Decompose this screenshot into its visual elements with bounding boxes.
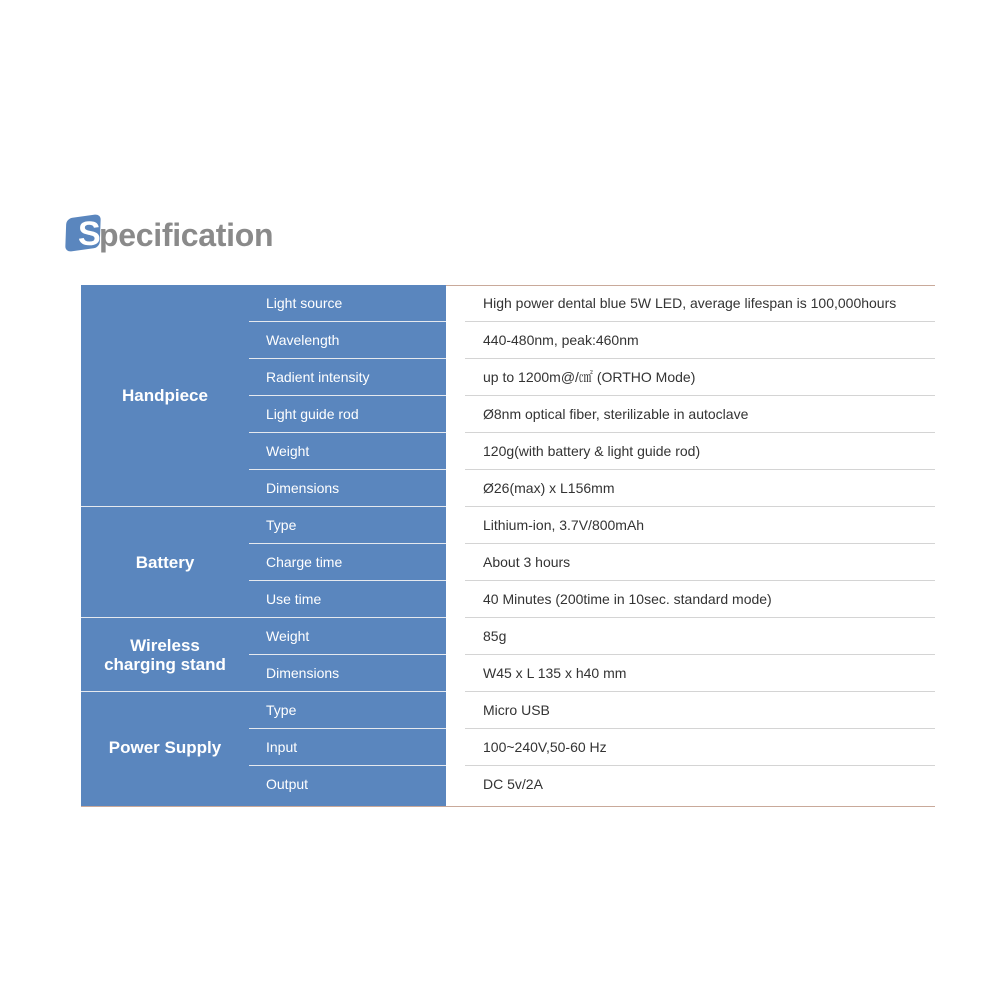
category-battery: Battery [81,507,249,618]
spec-value: High power dental blue 5W LED, average lifespan is 100,000hours [465,285,935,322]
spec-label: Wavelength [249,322,446,359]
spec-value: DC 5v/2A [483,776,543,792]
title-text: pecification [99,217,274,253]
table-row [249,618,935,655]
table-row [249,285,935,322]
spec-label: Radient intensity [249,359,446,396]
category-name-line1: Wireless [130,635,200,655]
category-name-line2: charging stand [104,654,226,674]
table-row [249,322,935,359]
spec-value: About 3 hours [465,544,935,581]
table-row [249,729,935,766]
category-handpiece: Handpiece [81,285,249,507]
spec-label: Output [266,776,309,792]
spec-value: Ø8nm optical fiber, sterilizable in autoclave [465,396,935,433]
table-row [249,507,935,544]
category-wireless-charging-stand [81,618,249,692]
spec-label: Type [249,507,446,544]
spec-label: Charge time [249,544,446,581]
spec-label: Dimensions [249,655,446,692]
table-row [249,359,935,396]
spec-value: 100~240V,50-60 Hz [465,729,935,766]
spec-value: up to 1200m@/㎠ (ORTHO Mode) [465,359,935,396]
table-row [249,581,935,618]
spec-value: 440-480nm, peak:460nm [465,322,935,359]
spec-label: Weight [249,433,446,470]
spec-label: Light source [249,285,446,322]
spec-label: Weight [249,618,446,655]
spec-label: Light guide rod [249,396,446,433]
table-row [249,433,935,470]
spec-value: Micro USB [465,692,935,729]
spec-value: Ø26(max) x L156mm [465,470,935,507]
table-row [249,655,935,692]
bottom-rule [81,806,935,807]
spec-value: Lithium-ion, 3.7V/800mAh [465,507,935,544]
spec-value: 120g(with battery & light guide rod) [465,433,935,470]
spec-label: Use time [249,581,446,618]
spec-value: 85g [465,618,935,655]
title-first-letter: S [78,215,101,253]
table-row [249,766,935,803]
spec-value: 40 Minutes (200time in 10sec. standard mode) [465,581,935,618]
table-row [249,544,935,581]
spec-table [81,285,935,807]
spec-label: Dimensions [249,470,446,507]
spec-value: W45 x L 135 x h40 mm [465,655,935,692]
table-row [249,396,935,433]
table-row [249,692,935,729]
spec-label: Input [249,729,446,766]
table-row [249,470,935,507]
spec-label: Type [249,692,446,729]
category-power-supply: Power Supply [108,738,222,757]
